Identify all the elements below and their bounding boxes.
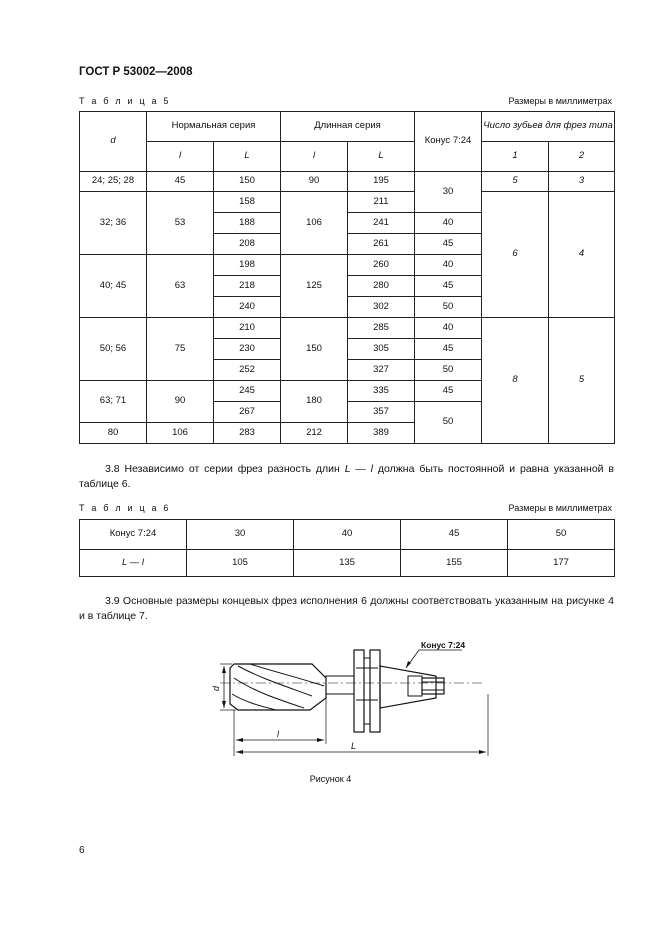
cell-long-l: 90	[281, 172, 348, 192]
cell-cone: 40	[415, 255, 482, 276]
cell-d: 40; 45	[80, 255, 147, 318]
header-long-L: L	[348, 142, 415, 172]
table6-diff-value: 135	[294, 550, 401, 577]
table6-diff-label: L — l	[80, 550, 187, 577]
cell-teeth-2: 4	[549, 192, 615, 318]
table5-caption: Т а б л и ц а 5	[79, 96, 171, 106]
figure-4-flange	[370, 650, 380, 732]
cell-teeth-1: 6	[482, 192, 549, 318]
table6-cone-value: 30	[187, 520, 294, 550]
header-long-series: Длинная серия	[281, 112, 415, 142]
cell-teeth-1: 5	[482, 172, 549, 192]
figure-4-d-label: d	[211, 685, 221, 691]
cell-normal-L: 218	[214, 276, 281, 297]
cell-d: 80	[80, 423, 147, 444]
cell-normal-L: 208	[214, 234, 281, 255]
cell-long-l: 212	[281, 423, 348, 444]
cell-d: 63; 71	[80, 381, 147, 423]
table5	[79, 111, 615, 444]
cell-long-L: 389	[348, 423, 415, 444]
document-header: ГОСТ Р 53002—2008	[79, 66, 193, 78]
cell-long-l: 150	[281, 318, 348, 381]
figure-4-flange	[354, 650, 364, 732]
cell-cone: 50	[415, 360, 482, 381]
cell-normal-L: 267	[214, 402, 281, 423]
cell-d: 32; 36	[80, 192, 147, 255]
cell-normal-L: 198	[214, 255, 281, 276]
figure-4-L-label: L	[351, 741, 357, 751]
paragraph-3-8-after: должна быть постоянной и равна указанной в таблице 6.	[79, 463, 615, 490]
cell-normal-L: 283	[214, 423, 281, 444]
header-long-l: l	[281, 142, 348, 172]
figure-4-knob-collar	[408, 676, 422, 696]
figure-4-arrow	[317, 738, 324, 742]
cell-normal-L: 240	[214, 297, 281, 318]
figure-4-flute	[232, 694, 276, 710]
cell-cone: 50	[415, 402, 482, 444]
cell-normal-L: 188	[214, 213, 281, 234]
paragraph-3-8-before: 3.8 Независимо от серии фрез разность длин	[105, 463, 345, 475]
cell-normal-L: 252	[214, 360, 281, 381]
table6	[79, 519, 615, 577]
header-type-1: 1	[482, 142, 549, 172]
cell-long-L: 280	[348, 276, 415, 297]
header-type-2: 2	[549, 142, 615, 172]
cell-normal-l: 90	[147, 381, 214, 423]
cell-long-L: 195	[348, 172, 415, 192]
table6-units: Размеры в миллиметрах	[508, 503, 612, 513]
table6-diff-value: 155	[401, 550, 508, 577]
figure-4-leader	[406, 650, 462, 668]
figure-4-arrow	[222, 666, 226, 673]
table6-diff-value: 177	[508, 550, 615, 577]
cell-long-L: 261	[348, 234, 415, 255]
cell-teeth-2: 5	[549, 318, 615, 444]
cell-cone: 30	[415, 172, 482, 213]
table6-cone-value: 40	[294, 520, 401, 550]
cell-long-L: 285	[348, 318, 415, 339]
figure-4-knob	[422, 678, 444, 694]
header-teeth: Число зубьев для фрез типа	[482, 112, 615, 142]
page-number: 6	[79, 845, 85, 856]
cell-normal-l: 63	[147, 255, 214, 318]
cell-cone: 45	[415, 381, 482, 402]
paragraph-3-8-variable: L — l	[344, 463, 374, 475]
figure-4-drawing	[200, 628, 500, 764]
figure-4-l-label: l	[277, 729, 279, 739]
cell-normal-L: 150	[214, 172, 281, 192]
cell-normal-l: 53	[147, 192, 214, 255]
cell-cone: 45	[415, 339, 482, 360]
figure-4-caption: Рисунок 4	[309, 774, 352, 784]
cell-normal-l: 45	[147, 172, 214, 192]
cell-long-L: 327	[348, 360, 415, 381]
cell-normal-L: 245	[214, 381, 281, 402]
cell-long-L: 260	[348, 255, 415, 276]
cell-normal-L: 230	[214, 339, 281, 360]
cell-cone: 50	[415, 297, 482, 318]
figure-4-flute	[238, 666, 312, 696]
header-d: d	[80, 112, 147, 172]
cell-teeth-2: 3	[549, 172, 615, 192]
table6-cone-value: 50	[508, 520, 615, 550]
paragraph-3-8	[79, 462, 614, 492]
table5-units: Размеры в миллиметрах	[508, 96, 612, 106]
header-normal-series: Нормальная серия	[147, 112, 281, 142]
cell-long-L: 305	[348, 339, 415, 360]
figure-4-flute	[234, 678, 304, 708]
figure-4-arrow	[479, 750, 486, 754]
cell-d: 24; 25; 28	[80, 172, 147, 192]
cell-normal-l: 106	[147, 423, 214, 444]
header-cone: Конус 7:24	[415, 112, 482, 172]
cell-normal-L: 158	[214, 192, 281, 213]
figure-4-arrow	[222, 701, 226, 708]
figure-4-neck	[326, 676, 354, 694]
cell-d: 50; 56	[80, 318, 147, 381]
cell-long-L: 211	[348, 192, 415, 213]
cell-normal-l: 75	[147, 318, 214, 381]
figure-4-arrow	[236, 750, 243, 754]
figure-4-arrow	[236, 738, 243, 742]
cell-cone: 45	[415, 276, 482, 297]
table6-cone-value: 45	[401, 520, 508, 550]
header-normal-l: l	[147, 142, 214, 172]
cell-long-L: 335	[348, 381, 415, 402]
cell-cone: 40	[415, 213, 482, 234]
table6-diff-value: 105	[187, 550, 294, 577]
cell-teeth-1: 8	[482, 318, 549, 444]
cell-long-l: 180	[281, 381, 348, 423]
cell-normal-L: 210	[214, 318, 281, 339]
cell-cone: 45	[415, 234, 482, 255]
paragraph-3-9: 3.9 Основные размеры концевых фрез исполнения 6 должны соответствовать указанным на рисунке 4 и в таблице 7.	[79, 595, 614, 622]
figure-4-cone-label: Конус 7:24	[421, 640, 466, 650]
cell-long-L: 357	[348, 402, 415, 423]
figure-4-cutter-body	[230, 664, 326, 710]
cell-long-l: 106	[281, 192, 348, 255]
table6-cone-label: Конус 7:24	[80, 520, 187, 550]
header-normal-L: L	[214, 142, 281, 172]
cell-long-L: 241	[348, 213, 415, 234]
cell-long-L: 302	[348, 297, 415, 318]
cell-long-l: 125	[281, 255, 348, 318]
table6-caption: Т а б л и ц а 6	[79, 503, 171, 513]
cell-cone: 40	[415, 318, 482, 339]
